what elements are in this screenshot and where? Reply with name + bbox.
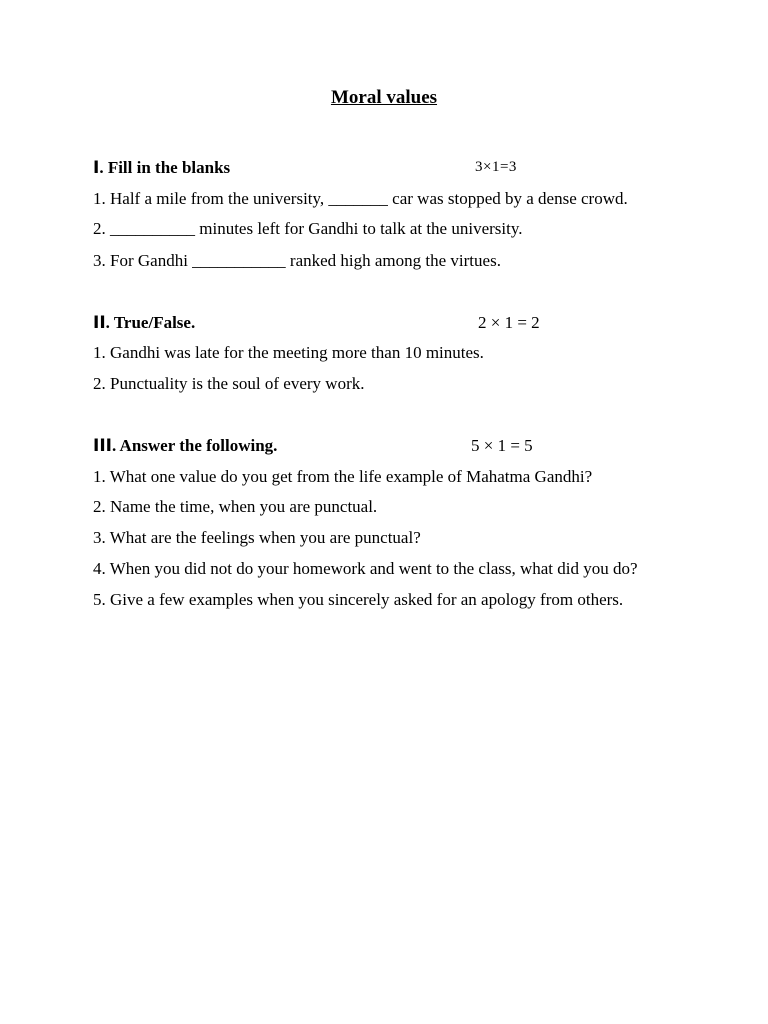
section-3-item-4: 4. When you did not do your homework and went to the class, what did you do? [93,559,638,578]
section-1-item-2: 2. __________ minutes left for Gandhi to talk at the university. [93,219,523,238]
section-3-roman: III [93,436,112,456]
section-2-heading [93,313,693,335]
section-3-item-2: 2. Name the time, when you are punctual. [93,497,378,516]
section-1-item-3: 3. For Gandhi ___________ ranked high among the virtues. [93,251,501,270]
section-2-marks: 2 × 1 = 2 [478,313,540,332]
section-1-roman: I [93,158,100,178]
section-3-heading [93,436,693,458]
section-3-item-1: 1. What one value do you get from the life example of Mahatma Gandhi? [93,467,593,486]
section-2-item-2: 2. Punctuality is the soul of every work. [93,374,365,393]
section-2-roman: II [93,313,106,333]
section-1-title: . Fill in the blanks [99,158,231,177]
section-2-item-1: 1. Gandhi was late for the meeting more than 10 minutes. [93,343,484,362]
section-3-title: . Answer the following. [111,436,278,455]
section-3-item-5: 5. Give a few examples when you sincerely asked for an apology from others. [93,590,624,609]
section-2-title: . True/False. [105,313,196,332]
section-1-marks: 3×1=3 [475,159,517,175]
section-1-heading [93,158,693,180]
section-3-item-3: 3. What are the feelings when you are punctual? [93,528,421,547]
section-1-item-1: 1. Half a mile from the university, _______ car was stopped by a dense crowd. [93,189,628,208]
page-title: Moral values [330,87,438,108]
section-3-marks: 5 × 1 = 5 [471,436,533,455]
